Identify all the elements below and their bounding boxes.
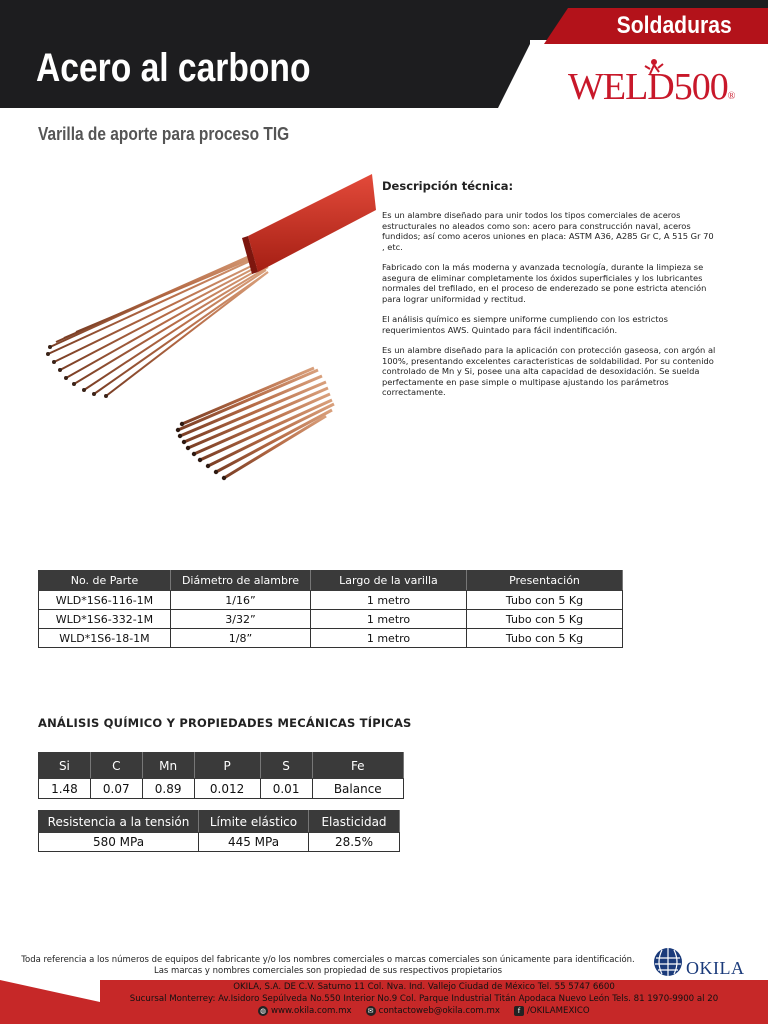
table-header-cell: Diámetro de alambre bbox=[171, 571, 311, 591]
table-cell: WLD*1S6-332-1M bbox=[39, 610, 171, 629]
email-link[interactable] bbox=[366, 1006, 500, 1016]
table-header-cell: S bbox=[260, 753, 312, 779]
table-row bbox=[39, 629, 623, 648]
page-title: Acero al carbono bbox=[36, 46, 311, 90]
table-cell: 1 metro bbox=[311, 610, 467, 629]
globe-icon: ◍ bbox=[259, 1007, 267, 1015]
table-cell: 0.01 bbox=[260, 779, 312, 799]
table-cell: 1 metro bbox=[311, 591, 467, 610]
okila-logo bbox=[652, 944, 762, 978]
welding-rods-photo bbox=[36, 172, 376, 502]
disclaimer-line: Las marcas y nombres comerciales son propiedad de sus respectivos propietarios bbox=[153, 966, 503, 976]
description-paragraph: El análisis químico es siempre uniforme cumpliendo con los estrictos requerimientos AWS. Quintado para fácil indentificación. bbox=[382, 314, 668, 335]
description-body bbox=[382, 210, 716, 408]
table-header-row bbox=[39, 571, 623, 591]
category-label: Soldaduras bbox=[616, 12, 732, 39]
footer-address-line: OKILA, S.A. DE C.V. Saturno 11 Col. Nva. Ind. Vallejo Ciudad de México Tel. 55 5747 6600 bbox=[233, 982, 615, 992]
table-cell: 445 MPa bbox=[199, 833, 309, 852]
table-cell: 3/32” bbox=[171, 610, 311, 629]
table-cell: Tubo con 5 Kg bbox=[467, 610, 623, 629]
table-cell: WLD*1S6-116-1M bbox=[39, 591, 171, 610]
table-cell: 1.48 bbox=[39, 779, 91, 799]
table-cell: 1/16” bbox=[171, 591, 311, 610]
table-row bbox=[39, 833, 400, 852]
table-header-cell: Elasticidad bbox=[309, 811, 400, 833]
footer-address bbox=[80, 982, 768, 1005]
table-header-cell: Fe bbox=[312, 753, 403, 779]
table-cell: 1/8” bbox=[171, 629, 311, 648]
facebook-link[interactable] bbox=[514, 1006, 590, 1016]
table-header-cell: P bbox=[194, 753, 260, 779]
welder-figure-icon bbox=[642, 58, 666, 80]
table-cell: Tubo con 5 Kg bbox=[467, 629, 623, 648]
table-header-cell: Presentación bbox=[467, 571, 623, 591]
description-paragraph: Fabricado con la más moderna y avanzada tecnología, durante la limpieza se asegura de eliminar completamente los óxidos superficiales y los lubricantes normales del trefilado, en el proceso de enderezado se pone estricta atención para lograr uniformidad y rectitud. bbox=[382, 262, 707, 304]
table-header-cell: Si bbox=[39, 753, 91, 779]
weld500-logo bbox=[568, 62, 748, 108]
analysis-title: ANÁLISIS QUÍMICO Y PROPIEDADES MECÁNICAS TÍPICAS bbox=[38, 716, 412, 730]
table-row bbox=[39, 591, 623, 610]
facebook-icon: f bbox=[514, 1006, 524, 1016]
okila-globe-icon bbox=[652, 946, 684, 978]
category-tag-diagonal bbox=[544, 8, 568, 44]
brand-name: WELD500 bbox=[568, 66, 728, 108]
table-header-cell: C bbox=[90, 753, 142, 779]
table-header-cell: Resistencia a la tensión bbox=[39, 811, 199, 833]
table-cell: WLD*1S6-18-1M bbox=[39, 629, 171, 648]
facebook-text: /OKILAMEXICO bbox=[526, 1006, 590, 1016]
table-cell: 1 metro bbox=[311, 629, 467, 648]
table-row bbox=[39, 610, 623, 629]
description-paragraph: Es un alambre diseñado para la aplicación con protección gaseosa, con argón al 100%, presentando excelentes caracteristicas de soldabilidad. Por su contenido controlado de Mn y Si, posee una alta capacidad de desoxidación. Se suelda perfectamente en pase simple o multipase ajustando los parámetros correctamente. bbox=[382, 345, 716, 397]
okila-wordmark: OKILA bbox=[686, 958, 745, 978]
table-cell: Balance bbox=[312, 779, 403, 799]
table-cell: 28.5% bbox=[309, 833, 400, 852]
table-header-row bbox=[39, 753, 404, 779]
description-title: Descripción técnica: bbox=[382, 179, 514, 193]
table-row bbox=[39, 779, 404, 799]
table-cell: 0.89 bbox=[142, 779, 194, 799]
header-diagonal bbox=[498, 40, 532, 108]
email-icon: ✉ bbox=[366, 1006, 376, 1016]
table-header-cell: Mn bbox=[142, 753, 194, 779]
table-header-cell: Largo de la varilla bbox=[311, 571, 467, 591]
table-header-cell: Límite elástico bbox=[199, 811, 309, 833]
brand-mark: ® bbox=[727, 91, 735, 102]
footer-address-line: Sucursal Monterrey: Av.Isidoro Sepúlveda No.550 Interior No.9 Col. Parque Industrial Titán Apodaca Nuevo León Tels. 81 1970-9900 al 20 bbox=[129, 993, 719, 1004]
chemical-table bbox=[38, 752, 404, 799]
table-cell: 0.012 bbox=[194, 779, 260, 799]
mechanical-table bbox=[38, 810, 400, 852]
table-cell: 580 MPa bbox=[39, 833, 199, 852]
product-subtitle: Varilla de aporte para proceso TIG bbox=[38, 124, 290, 144]
table-header-cell: No. de Parte bbox=[39, 571, 171, 591]
website-link[interactable] bbox=[258, 1006, 352, 1016]
email-text: contactoweb@okila.com.mx bbox=[378, 1006, 500, 1016]
footer-contacts bbox=[258, 1006, 590, 1016]
table-header-row bbox=[39, 811, 400, 833]
disclaimer-line: Toda referencia a los números de equipos del fabricante y/o los nombres comerciales o marcas comerciales son únicamente para identificación. bbox=[21, 955, 635, 965]
table-cell: 0.07 bbox=[90, 779, 142, 799]
parts-table bbox=[38, 570, 623, 648]
description-paragraph: Es un alambre diseñado para unir todos los tipos comerciales de aceros estructurales no aleados como son: acero para construcción naval, aceros fundidos; así como aceros uniones en placa: ASTM A36, A285 Gr C, A 515 Gr 70 , etc. bbox=[382, 210, 714, 252]
disclaimer bbox=[8, 955, 648, 977]
website-text: www.okila.com.mx bbox=[271, 1006, 352, 1016]
table-cell: Tubo con 5 Kg bbox=[467, 591, 623, 610]
